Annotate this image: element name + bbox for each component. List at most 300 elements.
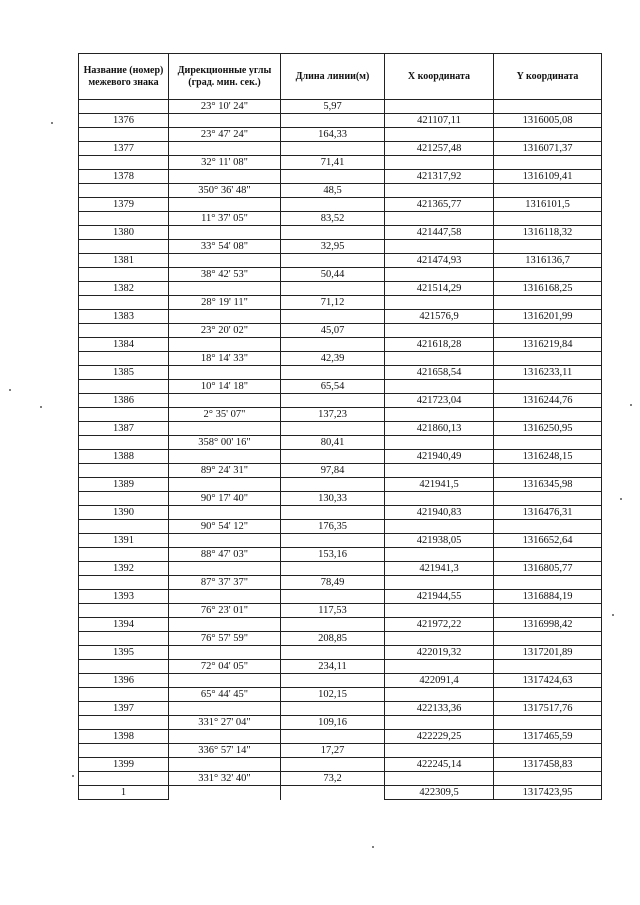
length-cell: 153,16: [281, 548, 385, 562]
empty-cell: [79, 128, 169, 142]
scan-speck: [40, 406, 42, 408]
empty-cell: [281, 506, 385, 520]
empty-cell: [385, 184, 494, 198]
empty-cell: [385, 408, 494, 422]
angle-cell: 331° 27' 04": [169, 716, 281, 730]
angle-cell: 76° 57' 59": [169, 632, 281, 646]
segment-row: [79, 548, 602, 562]
x-coordinate-cell: 421723,04: [385, 394, 494, 408]
x-coordinate-cell: 421941,5: [385, 478, 494, 492]
angle-cell: 90° 54' 12": [169, 520, 281, 534]
point-row: [79, 646, 602, 660]
y-coordinate-cell: 1316476,31: [494, 506, 602, 520]
x-coordinate-cell: 422309,5: [385, 786, 494, 800]
empty-cell: [494, 212, 602, 226]
x-coordinate-cell: 422229,25: [385, 730, 494, 744]
empty-cell: [385, 632, 494, 646]
length-cell: 17,27: [281, 744, 385, 758]
point-row: [79, 478, 602, 492]
empty-cell: [169, 758, 281, 772]
angle-cell: 2° 35' 07": [169, 408, 281, 422]
length-cell: 65,54: [281, 380, 385, 394]
point-row: [79, 338, 602, 352]
empty-cell: [281, 310, 385, 324]
x-coordinate-cell: 421257,48: [385, 142, 494, 156]
empty-cell: [281, 142, 385, 156]
angle-cell: 331° 32' 40": [169, 772, 281, 786]
y-coordinate-cell: 1316998,42: [494, 618, 602, 632]
y-coordinate-cell: 1316884,19: [494, 590, 602, 604]
empty-cell: [385, 352, 494, 366]
segment-row: [79, 240, 602, 254]
empty-cell: [494, 744, 602, 758]
empty-cell: [169, 674, 281, 688]
empty-cell: [385, 660, 494, 674]
empty-cell: [281, 646, 385, 660]
point-row: [79, 590, 602, 604]
point-row: [79, 786, 602, 800]
y-coordinate-cell: 1316652,64: [494, 534, 602, 548]
x-coordinate-cell: 422133,36: [385, 702, 494, 716]
length-cell: 208,85: [281, 632, 385, 646]
empty-cell: [281, 534, 385, 548]
segment-row: [79, 352, 602, 366]
empty-cell: [169, 170, 281, 184]
scan-speck: [72, 775, 74, 777]
empty-cell: [79, 212, 169, 226]
empty-cell: [281, 618, 385, 632]
segment-row: [79, 268, 602, 282]
point-row: [79, 254, 602, 268]
empty-cell: [281, 478, 385, 492]
empty-cell: [281, 170, 385, 184]
angle-cell: 72° 04' 05": [169, 660, 281, 674]
point-row: [79, 198, 602, 212]
empty-cell: [169, 450, 281, 464]
empty-cell: [79, 184, 169, 198]
empty-cell: [169, 198, 281, 212]
empty-cell: [494, 408, 602, 422]
empty-cell: [281, 730, 385, 744]
angle-cell: 23° 10' 24": [169, 100, 281, 114]
point-row: [79, 142, 602, 156]
segment-row: [79, 436, 602, 450]
point-row: [79, 506, 602, 520]
empty-cell: [79, 660, 169, 674]
segment-row: [79, 632, 602, 646]
y-coordinate-cell: 1317424,63: [494, 674, 602, 688]
empty-cell: [494, 464, 602, 478]
empty-cell: [494, 352, 602, 366]
point-row: [79, 366, 602, 380]
empty-cell: [494, 660, 602, 674]
empty-cell: [169, 646, 281, 660]
point-name-cell: 1391: [79, 534, 169, 548]
point-name-cell: 1388: [79, 450, 169, 464]
empty-cell: [79, 324, 169, 338]
x-coordinate-cell: 421447,58: [385, 226, 494, 240]
empty-cell: [281, 394, 385, 408]
empty-cell: [281, 590, 385, 604]
segment-row: [79, 296, 602, 310]
empty-cell: [494, 436, 602, 450]
empty-cell: [79, 688, 169, 702]
empty-cell: [494, 492, 602, 506]
empty-cell: [79, 296, 169, 310]
empty-cell: [494, 604, 602, 618]
empty-cell: [79, 464, 169, 478]
empty-cell: [281, 562, 385, 576]
segment-row: [79, 688, 602, 702]
empty-cell: [494, 240, 602, 254]
point-name-cell: 1390: [79, 506, 169, 520]
length-cell: 137,23: [281, 408, 385, 422]
segment-row: [79, 380, 602, 394]
empty-cell: [281, 226, 385, 240]
empty-cell: [385, 576, 494, 590]
point-row: [79, 422, 602, 436]
length-cell: 102,15: [281, 688, 385, 702]
empty-cell: [79, 380, 169, 394]
length-cell: 45,07: [281, 324, 385, 338]
empty-cell: [169, 702, 281, 716]
point-row: [79, 282, 602, 296]
header-name: Название (номер) межевого знака: [79, 54, 169, 100]
point-row: [79, 758, 602, 772]
length-cell: 71,12: [281, 296, 385, 310]
x-coordinate-cell: 421658,54: [385, 366, 494, 380]
point-name-cell: 1381: [79, 254, 169, 268]
empty-cell: [494, 716, 602, 730]
angle-cell: 87° 37' 37": [169, 576, 281, 590]
empty-cell: [385, 520, 494, 534]
empty-cell: [169, 590, 281, 604]
point-name-cell: 1398: [79, 730, 169, 744]
point-name-cell: 1384: [79, 338, 169, 352]
length-cell: 109,16: [281, 716, 385, 730]
empty-cell: [385, 380, 494, 394]
length-cell: 234,11: [281, 660, 385, 674]
empty-cell: [281, 758, 385, 772]
table-body: [79, 100, 602, 800]
empty-cell: [494, 576, 602, 590]
segment-row: [79, 520, 602, 534]
segment-row: [79, 212, 602, 226]
y-coordinate-cell: 1316201,99: [494, 310, 602, 324]
empty-cell: [79, 240, 169, 254]
empty-cell: [169, 142, 281, 156]
point-name-cell: 1376: [79, 114, 169, 128]
point-row: [79, 730, 602, 744]
angle-cell: 32° 11' 08": [169, 156, 281, 170]
point-name-cell: 1395: [79, 646, 169, 660]
empty-cell: [169, 394, 281, 408]
point-name-cell: 1378: [79, 170, 169, 184]
empty-cell: [385, 688, 494, 702]
empty-cell: [79, 520, 169, 534]
point-name-cell: 1387: [79, 422, 169, 436]
segment-row: [79, 604, 602, 618]
x-coordinate-cell: 421940,49: [385, 450, 494, 464]
empty-cell: [494, 268, 602, 282]
point-row: [79, 534, 602, 548]
x-coordinate-cell: 421576,9: [385, 310, 494, 324]
empty-cell: [169, 226, 281, 240]
segment-row: [79, 184, 602, 198]
empty-cell: [79, 632, 169, 646]
segment-row: [79, 408, 602, 422]
point-name-cell: 1385: [79, 366, 169, 380]
segment-row: [79, 100, 602, 114]
point-name-cell: 1380: [79, 226, 169, 240]
empty-cell: [169, 254, 281, 268]
point-name-cell: 1377: [79, 142, 169, 156]
segment-row: [79, 324, 602, 338]
length-cell: 130,33: [281, 492, 385, 506]
point-name-cell: 1393: [79, 590, 169, 604]
empty-cell: [281, 338, 385, 352]
y-coordinate-cell: 1317458,83: [494, 758, 602, 772]
point-name-cell: 1397: [79, 702, 169, 716]
y-coordinate-cell: 1317201,89: [494, 646, 602, 660]
angle-cell: 18° 14' 33": [169, 352, 281, 366]
angle-cell: 88° 47' 03": [169, 548, 281, 562]
header-y: Y координата: [494, 54, 602, 100]
empty-cell: [385, 772, 494, 786]
empty-cell: [385, 268, 494, 282]
scan-speck: [620, 498, 622, 500]
angle-cell: 28° 19' 11": [169, 296, 281, 310]
segment-row: [79, 128, 602, 142]
y-coordinate-cell: 1316005,08: [494, 114, 602, 128]
empty-cell: [385, 128, 494, 142]
point-name-cell: 1379: [79, 198, 169, 212]
empty-cell: [79, 548, 169, 562]
point-row: [79, 702, 602, 716]
y-coordinate-cell: 1316345,98: [494, 478, 602, 492]
empty-cell: [169, 310, 281, 324]
length-cell: 80,41: [281, 436, 385, 450]
x-coordinate-cell: 421107,11: [385, 114, 494, 128]
empty-cell: [169, 114, 281, 128]
empty-cell: [494, 156, 602, 170]
empty-cell: [281, 786, 385, 800]
scan-speck: [612, 614, 614, 616]
empty-cell: [79, 576, 169, 590]
length-cell: 176,35: [281, 520, 385, 534]
empty-cell: [385, 156, 494, 170]
x-coordinate-cell: 422245,14: [385, 758, 494, 772]
length-cell: 32,95: [281, 240, 385, 254]
empty-cell: [169, 338, 281, 352]
y-coordinate-cell: 1317423,95: [494, 786, 602, 800]
segment-row: [79, 492, 602, 506]
empty-cell: [494, 128, 602, 142]
empty-cell: [79, 352, 169, 366]
empty-cell: [169, 506, 281, 520]
angle-cell: 33° 54' 08": [169, 240, 281, 254]
x-coordinate-cell: 421944,55: [385, 590, 494, 604]
empty-cell: [494, 772, 602, 786]
length-cell: 164,33: [281, 128, 385, 142]
empty-cell: [385, 604, 494, 618]
empty-cell: [385, 716, 494, 730]
empty-cell: [169, 282, 281, 296]
empty-cell: [494, 324, 602, 338]
point-name-cell: 1399: [79, 758, 169, 772]
y-coordinate-cell: 1316248,15: [494, 450, 602, 464]
boundary-coordinates-table: [78, 53, 602, 800]
empty-cell: [169, 422, 281, 436]
y-coordinate-cell: 1316071,37: [494, 142, 602, 156]
x-coordinate-cell: 421474,93: [385, 254, 494, 268]
empty-cell: [385, 100, 494, 114]
empty-cell: [494, 380, 602, 394]
angle-cell: 38° 42' 53": [169, 268, 281, 282]
y-coordinate-cell: 1316244,76: [494, 394, 602, 408]
length-cell: 71,41: [281, 156, 385, 170]
angle-cell: 90° 17' 40": [169, 492, 281, 506]
length-cell: 117,53: [281, 604, 385, 618]
y-coordinate-cell: 1316805,77: [494, 562, 602, 576]
scan-speck: [372, 846, 374, 848]
empty-cell: [169, 730, 281, 744]
empty-cell: [385, 296, 494, 310]
point-row: [79, 114, 602, 128]
header-angle: Дирекционные углы (град. мин. сек.): [169, 54, 281, 100]
point-name-cell: 1389: [79, 478, 169, 492]
point-row: [79, 226, 602, 240]
length-cell: 78,49: [281, 576, 385, 590]
y-coordinate-cell: 1316118,32: [494, 226, 602, 240]
point-name-cell: 1394: [79, 618, 169, 632]
empty-cell: [281, 450, 385, 464]
point-name-cell: 1396: [79, 674, 169, 688]
header-length: Длина линии(м): [281, 54, 385, 100]
x-coordinate-cell: 421365,77: [385, 198, 494, 212]
y-coordinate-cell: 1316101,5: [494, 198, 602, 212]
segment-row: [79, 156, 602, 170]
empty-cell: [281, 422, 385, 436]
x-coordinate-cell: 421860,13: [385, 422, 494, 436]
point-name-cell: 1392: [79, 562, 169, 576]
empty-cell: [385, 212, 494, 226]
empty-cell: [281, 702, 385, 716]
empty-cell: [169, 618, 281, 632]
empty-cell: [79, 604, 169, 618]
scan-speck: [630, 404, 632, 406]
x-coordinate-cell: 421618,28: [385, 338, 494, 352]
empty-cell: [385, 548, 494, 562]
point-row: [79, 170, 602, 184]
empty-cell: [281, 114, 385, 128]
empty-cell: [494, 520, 602, 534]
empty-cell: [169, 562, 281, 576]
empty-cell: [281, 674, 385, 688]
empty-cell: [385, 492, 494, 506]
point-row: [79, 618, 602, 632]
empty-cell: [79, 408, 169, 422]
segment-row: [79, 464, 602, 478]
scan-speck: [51, 122, 53, 124]
empty-cell: [79, 772, 169, 786]
empty-cell: [169, 478, 281, 492]
y-coordinate-cell: 1316233,11: [494, 366, 602, 380]
angle-cell: 350° 36' 48": [169, 184, 281, 198]
point-row: [79, 562, 602, 576]
y-coordinate-cell: 1317517,76: [494, 702, 602, 716]
length-cell: 50,44: [281, 268, 385, 282]
y-coordinate-cell: 1316109,41: [494, 170, 602, 184]
angle-cell: 336° 57' 14": [169, 744, 281, 758]
angle-cell: 11° 37' 05": [169, 212, 281, 226]
length-cell: 5,97: [281, 100, 385, 114]
empty-cell: [169, 366, 281, 380]
segment-row: [79, 716, 602, 730]
empty-cell: [79, 716, 169, 730]
empty-cell: [494, 296, 602, 310]
x-coordinate-cell: 422019,32: [385, 646, 494, 660]
empty-cell: [79, 100, 169, 114]
scan-speck: [9, 389, 11, 391]
point-row: [79, 674, 602, 688]
empty-cell: [385, 240, 494, 254]
empty-cell: [79, 492, 169, 506]
angle-cell: 65° 44' 45": [169, 688, 281, 702]
length-cell: 97,84: [281, 464, 385, 478]
segment-row: [79, 744, 602, 758]
point-row: [79, 310, 602, 324]
empty-cell: [494, 688, 602, 702]
empty-cell: [281, 366, 385, 380]
length-cell: 48,5: [281, 184, 385, 198]
empty-cell: [385, 324, 494, 338]
y-coordinate-cell: 1316219,84: [494, 338, 602, 352]
angle-cell: 23° 47' 24": [169, 128, 281, 142]
x-coordinate-cell: 421941,3: [385, 562, 494, 576]
x-coordinate-cell: 421940,83: [385, 506, 494, 520]
segment-row: [79, 576, 602, 590]
empty-cell: [169, 534, 281, 548]
y-coordinate-cell: 1316136,7: [494, 254, 602, 268]
y-coordinate-cell: 1316250,95: [494, 422, 602, 436]
empty-cell: [494, 100, 602, 114]
angle-cell: 89° 24' 31": [169, 464, 281, 478]
empty-cell: [385, 464, 494, 478]
empty-cell: [281, 254, 385, 268]
empty-cell: [79, 268, 169, 282]
x-coordinate-cell: 421317,92: [385, 170, 494, 184]
x-coordinate-cell: 421938,05: [385, 534, 494, 548]
angle-cell: 76° 23' 01": [169, 604, 281, 618]
y-coordinate-cell: 1316168,25: [494, 282, 602, 296]
header-row: [79, 54, 602, 100]
point-name-cell: 1383: [79, 310, 169, 324]
empty-cell: [385, 436, 494, 450]
x-coordinate-cell: 421972,22: [385, 618, 494, 632]
point-row: [79, 394, 602, 408]
angle-cell: 23° 20' 02": [169, 324, 281, 338]
point-name-cell: 1: [79, 786, 169, 800]
empty-cell: [281, 198, 385, 212]
empty-cell: [79, 156, 169, 170]
segment-row: [79, 660, 602, 674]
empty-cell: [79, 436, 169, 450]
point-row: [79, 450, 602, 464]
x-coordinate-cell: 422091,4: [385, 674, 494, 688]
length-cell: 42,39: [281, 352, 385, 366]
point-name-cell: 1386: [79, 394, 169, 408]
